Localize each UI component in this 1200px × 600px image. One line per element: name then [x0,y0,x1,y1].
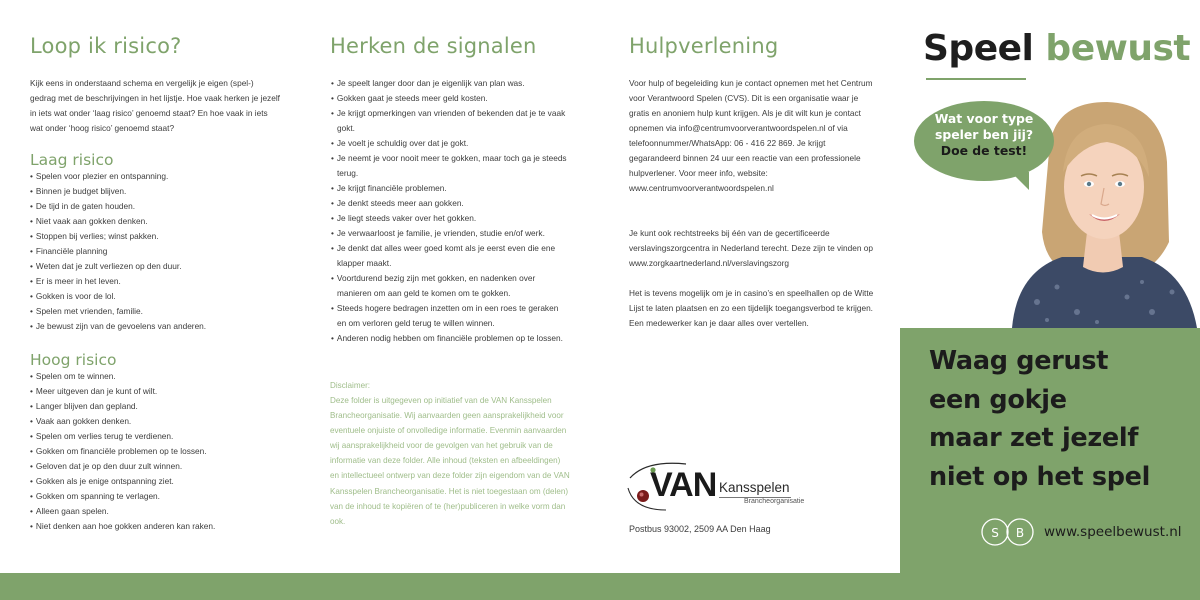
list-item: • Langer blijven dan gepland. [30,399,285,414]
list-item: • Gokken is voor de lol. [30,289,285,304]
van-logo-text: VAN [650,466,717,504]
list-item: • Spelen met vrienden, familie. [30,304,285,319]
list-item: • Je krijgt financiële problemen. [330,181,568,196]
speelbewust-logo-icon [980,517,1036,547]
high-risk-title: Hoog risico [30,351,117,369]
help-paragraph-2: Je kunt ook rechtstreeks bij één van de gecertificeerde verslavingszorgcentra in Nederland terecht. Deze zijn te vinden op www.zorgkaartnederland.nl/verslavingszorg [629,228,873,268]
disclaimer-text: Deze folder is uitgegeven op initiatief van de VAN Kansspelen Brancheorganisatie. Wij aanvaarden geen aansprakelijkheid voor eventuele onjuiste of onvolledige informatie. Evenmin aanvaarden wij aansprakelijkheid voor de gevolgen van het gebruik van de informatie van deze folder. Alle inhoud (teksten en afbeeldingen) en intellectueel ontwerp van deze folder zijn eigendom van de VAN Kansspelen Brancheorganisatie. Het is niet toegestaan om (delen) van de inhoud te kopiëren of te (her)publiceren in welke vorm dan ook. [330,396,570,526]
help-paragraph-1: Voor hulp of begeleiding kun je contact opnemen met het Centrum voor Verantwoord Spelen (CVS). Dit is een organisatie waar je gratis en anoniem hulp kunt krijgen. Als je dit wilt kun je contact opnemen via info@centrumvoorverantwoordspelen.nl of via telefoonnummer/WhatsApp: 06 - 416 22 869. Je krijgt gegarandeerd binnen 24 uur een reactie van een professionele hulpverlener. Voor meer info, website: www.centrumvoorverantwoordspelen.nl [629,78,873,193]
list-item: • Weten dat je zult verliezen op den duur. [30,259,285,274]
list-item: • Gokken gaat je steeds meer geld kosten. [330,91,568,106]
low-risk-list [30,169,285,334]
list-item: • Spelen om verlies terug te verdienen. [30,429,285,444]
van-logo-branche: Brancheorganisatie [744,498,805,505]
speech-bubble-tail [1011,172,1029,190]
list-item: • Geloven dat je op den duur zult winnen. [30,459,285,474]
list-item: • Je denkt steeds meer aan gokken. [330,196,568,211]
disclaimer-title: Disclaimer: [330,381,371,390]
list-item: • Vaak aan gokken denken. [30,414,285,429]
low-risk-title: Laag risico [30,151,114,169]
brand-title [923,28,1190,69]
list-item: • Meer uitgeven dan je kunt of wilt. [30,384,285,399]
website-link[interactable]: www.speelbewust.nl [1044,524,1182,540]
bubble-line-3: Doe de test! [940,143,1028,158]
list-item: • Binnen je budget blijven. [30,184,285,199]
list-item: • Niet denken aan hoe gokken anderen kan raken. [30,519,285,534]
slogan-line: maar zet jezelf [929,423,1139,453]
sb-logo-b: B [1015,526,1025,540]
list-item: • Er is meer in het leven. [30,274,285,289]
list-item: • Stoppen bij verlies; winst pakken. [30,229,285,244]
sb-logo-s: S [991,526,999,540]
list-item: • Gokken om spanning te verlagen. [30,489,285,504]
list-item: • Financiële planning [30,244,285,259]
list-item: • Je voelt je schuldig over dat je gokt. [330,136,568,151]
risk-intro: Kijk eens in onderstaand schema en vergelijk je eigen (spel-) gedrag met de beschrijvingen in het lijstje. Hoe vaak herken je jezelf in iets wat onder ‘laag risico’ genoemd staat? En hoe vaak in iets wat onder ‘hoog risico’ genoemd staat? [30,78,280,133]
bubble-line-1: Wat voor type [934,111,1034,126]
speech-bubble-test[interactable] [914,101,1054,181]
brand-underline [926,78,1026,80]
list-item: • Gokken als je enige ontspanning ziet. [30,474,285,489]
bubble-line-2: speler ben jij? [934,127,1034,142]
slogan-line: een gokje [929,384,1067,415]
list-item: • Gokken om financiële problemen op te lossen. [30,444,285,459]
list-item: • Je neemt je voor nooit meer te gokken, maar toch ga je steeds terug. [330,151,568,181]
van-logo-kansspelen: Kansspelen [719,480,790,495]
brand-word-speel: Speel [923,28,1034,69]
list-item: • Je krijgt opmerkingen van vrienden of bekenden dat je te vaak gokt. [330,106,568,136]
signals-title: Herken de signalen [330,34,537,58]
list-item: • Spelen om te winnen. [30,369,285,384]
risk-title: Loop ik risico? [30,34,182,58]
slogan-line: Waag gerust [929,346,1109,376]
bottom-band [0,573,1200,600]
help-paragraph-3: Het is tevens mogelijk om je in casino’s en speelhallen op de Witte Lijst te laten plaatsen en zo een tijdelijk toegangsverbod te krijgen. Een medewerker kan je daar alles over vertellen. [629,288,874,328]
list-item: • Je denkt dat alles weer goed komt als je eerst even die ene klapper maakt. [330,241,568,271]
postal-address: Postbus 93002, 2509 AA Den Haag [629,524,771,534]
list-item: • Niet vaak aan gokken denken. [30,214,285,229]
list-item: • Alleen gaan spelen. [30,504,285,519]
slogan-line: niet op het spel [929,461,1151,492]
list-item: • Anderen nodig hebben om financiële problemen op te lossen. [330,331,568,346]
list-item: • Steeds hogere bedragen inzetten om in een roes te geraken en om verloren geld terug te willen winnen. [330,301,568,331]
list-item: • Je verwaarloost je familie, je vrienden, studie en/of werk. [330,226,568,241]
brand-word-bewust: bewust [1045,28,1191,69]
list-item: • Spelen voor plezier en ontspanning. [30,169,285,184]
help-title: Hulpverlening [629,34,779,58]
list-item: • De tijd in de gaten houden. [30,199,285,214]
signals-list [330,76,568,346]
list-item: • Je liegt steeds vaker over het gokken. [330,211,568,226]
list-item: • Je speelt langer door dan je eigenlijk van plan was. [330,76,568,91]
list-item: • Je bewust zijn van de gevoelens van anderen. [30,319,285,334]
high-risk-list [30,369,285,534]
slogan [929,342,1189,496]
list-item: • Voortdurend bezig zijn met gokken, en nadenken over manieren om aan geld te komen om te gokken. [330,271,568,301]
